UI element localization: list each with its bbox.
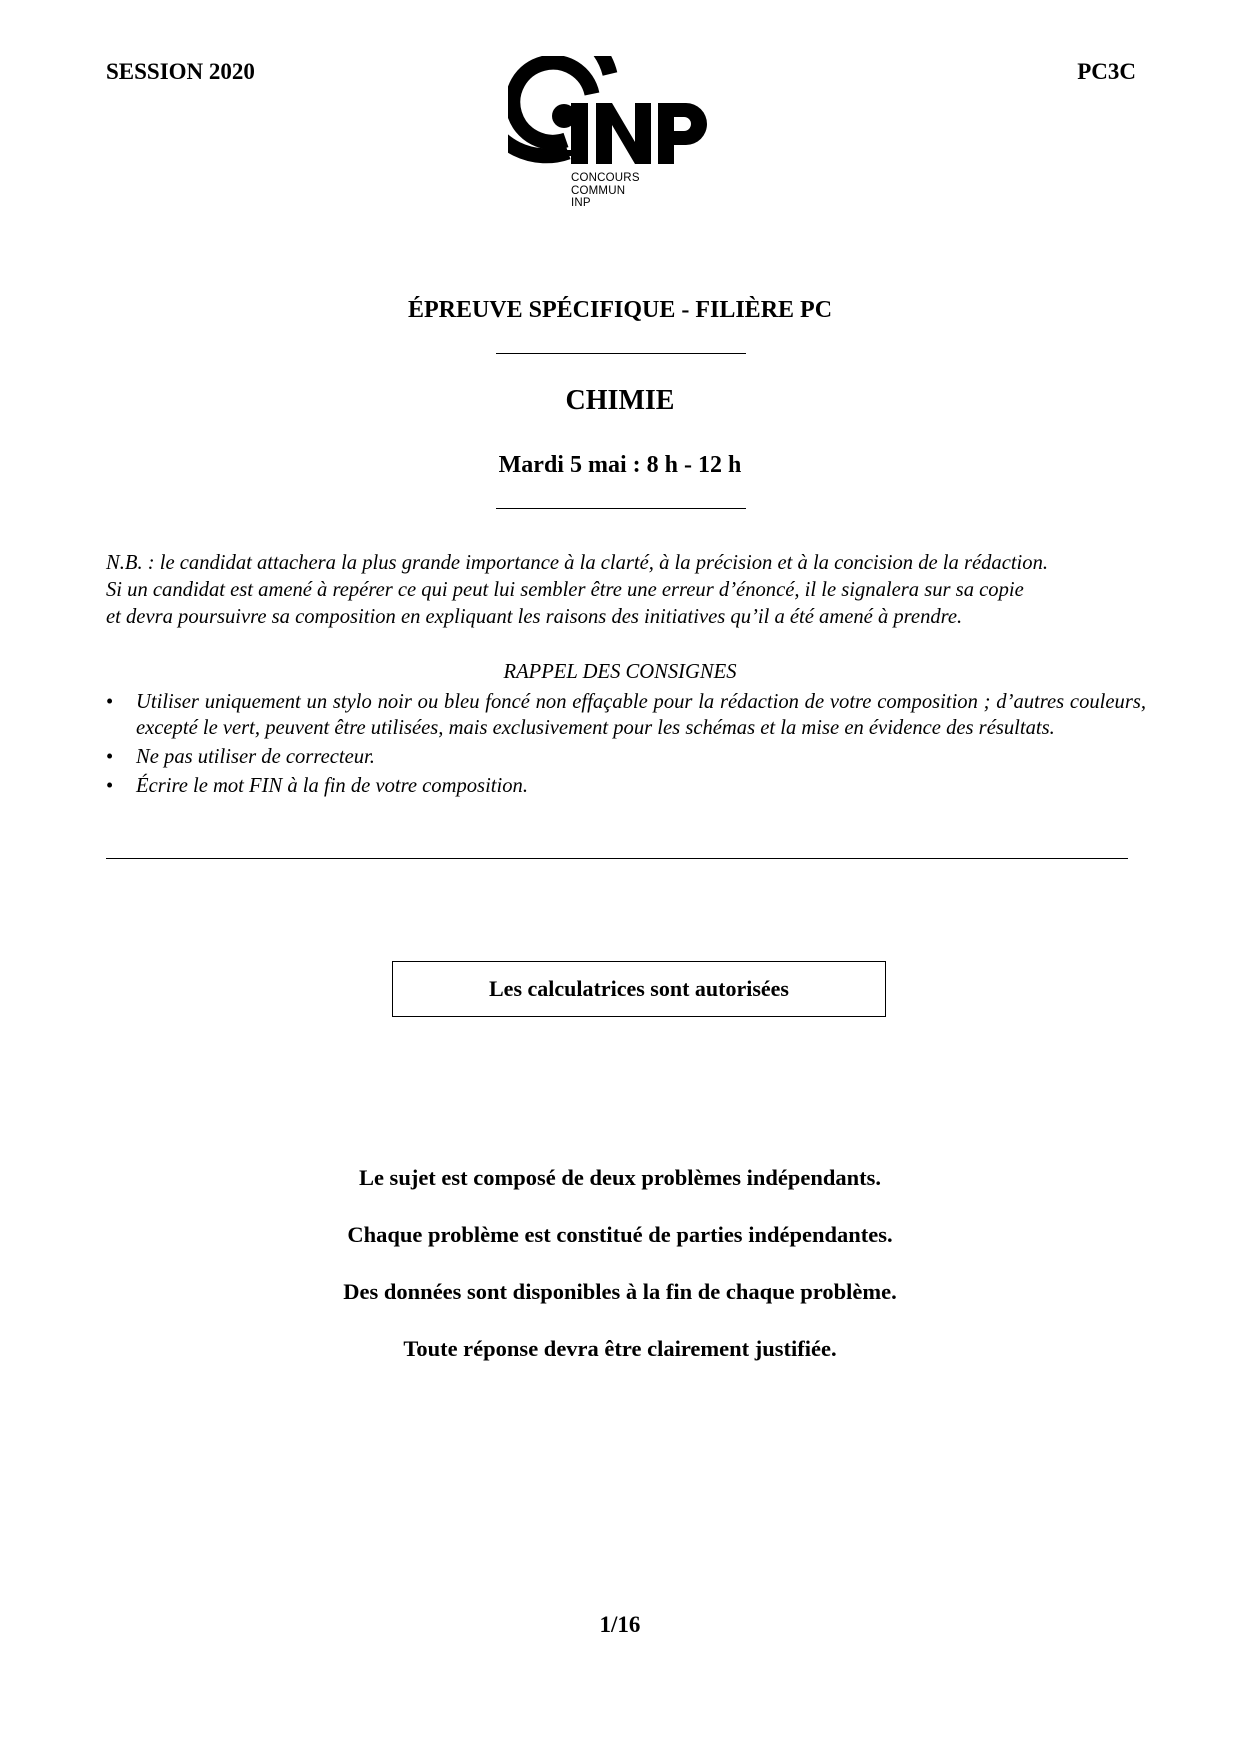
- consigne-text: Ne pas utiliser de correcteur.: [136, 746, 375, 768]
- divider: [496, 508, 746, 509]
- consignes-list: [106, 689, 1146, 802]
- section-divider: [106, 858, 1128, 859]
- nb-paragraph: [106, 550, 1146, 631]
- bullet-icon: •: [106, 746, 114, 768]
- statement-line: Des données sont disponibles à la fin de chaque problème.: [343, 1279, 897, 1304]
- nb-line: N.B. : le candidat attachera la plus grande importance à la clarté, à la précision et à la concision de la rédaction.: [106, 552, 1049, 574]
- logo-caption-line: INP: [571, 197, 591, 209]
- bullet-icon: •: [106, 775, 114, 797]
- subject-title: CHIMIE: [565, 385, 675, 416]
- consignes-title: RAPPEL DES CONSIGNES: [503, 661, 737, 683]
- statement-line: Toute réponse devra être clairement justifiée.: [403, 1336, 837, 1361]
- divider: [496, 353, 746, 354]
- page-number: 1/16: [599, 1612, 641, 1637]
- exam-date: Mardi 5 mai : 8 h - 12 h: [498, 452, 742, 478]
- consigne-item: [106, 744, 1146, 770]
- logo-caption-line: COMMUN: [571, 184, 626, 197]
- bullet-icon: •: [106, 691, 114, 713]
- nb-line: Si un candidat est amené à repérer ce qui peut lui sembler être une erreur d’énoncé, il le signalera sur sa copie: [106, 579, 1024, 601]
- logo-caption: [571, 172, 640, 210]
- consigne-text: Écrire le mot FIN à la fin de votre composition.: [136, 775, 528, 797]
- calculator-notice-box: Les calculatrices sont autorisées: [392, 961, 886, 1017]
- logo-caption-line: CONCOURS: [571, 172, 640, 184]
- exam-type-title: ÉPREUVE SPÉCIFIQUE - FILIÈRE PC: [407, 297, 833, 323]
- consigne-item: [106, 689, 1146, 741]
- consigne-text: Utiliser uniquement un stylo noir ou bleu foncé non effaçable pour la rédaction de votre composition ; d’autres couleurs, excepté le vert, peuvent être utilisées, mais exclusivement pour les schémas et la mise en évidence des résultats.: [136, 691, 1146, 739]
- statement-line: Chaque problème est constitué de parties indépendantes.: [347, 1222, 893, 1247]
- nb-line: et devra poursuivre sa composition en expliquant les raisons des initiatives qu’il a été amené à prendre.: [106, 606, 963, 628]
- consigne-item: [106, 773, 1146, 799]
- session-label: SESSION 2020: [106, 59, 255, 84]
- exam-code: PC3C: [1077, 59, 1136, 84]
- statement-line: Le sujet est composé de deux problèmes indépendants.: [358, 1165, 882, 1190]
